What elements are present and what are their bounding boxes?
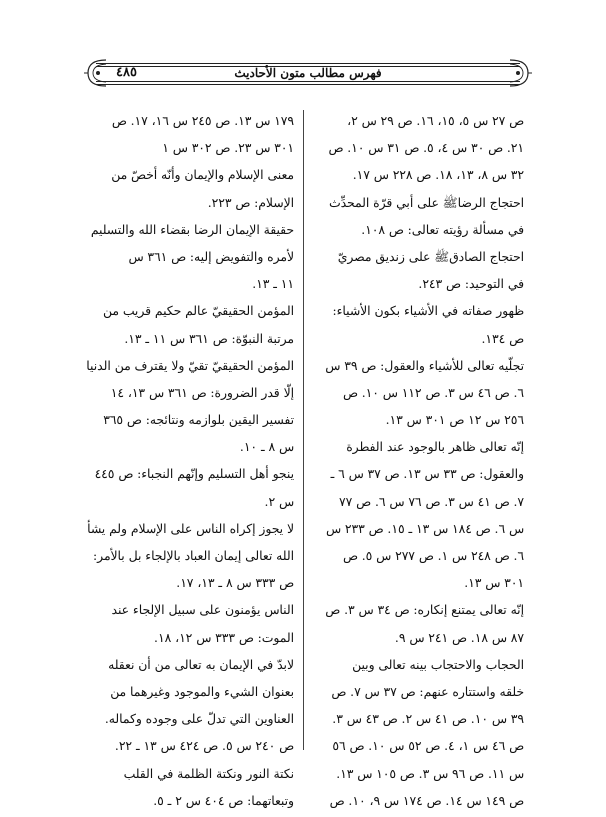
text-line: لأمره والتفويض إليه: ص ٣٦١ س	[128, 249, 294, 264]
text-line: في مسألة رؤيته تعالى: ص ١٠٨.	[361, 222, 524, 237]
text-line: ص ٣٣٣ س ٨ ـ ١٣، ١٧.	[176, 576, 294, 591]
text-line: احتجاج الصادقﷺ على زنديق مصريّ	[337, 249, 524, 264]
text-line: إنّه تعالى يمتنع إنكاره: ص ٣٤ س ٣. ص	[325, 603, 524, 618]
left-column	[86, 108, 294, 815]
page-number: ٤٨٥	[116, 65, 137, 80]
text-line: بعنوان الشيء والموجود وغيرهما من	[110, 684, 294, 699]
text-line: مرتبة النبوّة: ص ٣٦١ س ١١ ـ ١٣.	[124, 331, 294, 346]
text-line: والعقول: ص ٣٣ س ١٣. ص ٣٧ س ٦ ـ	[330, 467, 524, 482]
running-header	[82, 54, 534, 92]
text-line: لا يجوز إكراه الناس على الإسلام ولم يشأ	[87, 521, 294, 536]
text-line: وتبعاتهما: ص ٤٠٤ س ٢ ـ ٥.	[153, 793, 294, 808]
text-line: تجلّيه تعالى للأشياء والعقول: ص ٣٩ س	[325, 358, 524, 373]
text-line: س ١١. ص ٩٦ س ٣. ص ١٠٥ س ١٣.	[336, 766, 524, 781]
text-line: ٣٢ س ٨، ١٣، ١٨. ص ٢٢٨ س ١٧.	[352, 168, 524, 183]
text-line: احتجاج الرضاﷺ على أبي قرّة المحدِّث	[329, 195, 524, 210]
text-line: حقيقة الإيمان الرضا بقضاء الله والتسليم	[90, 222, 294, 237]
text-line: ٢٥٦ س ١٢ ص ٣٠١ س ١٣.	[385, 413, 524, 428]
text-line: س ٨ ـ ١٠.	[239, 440, 294, 455]
header-ornament-right-icon	[508, 56, 534, 90]
text-line: س ٦. ص ١٨٤ س ١٣ ـ ١٥. ص ٢٣٣ س	[326, 521, 524, 536]
text-line: س ٢.	[264, 494, 294, 509]
text-line: ظهور صفاته في الأشياء بكون الأشياء:	[332, 304, 524, 319]
text-line: الحجاب والاحتجاب بينه تعالى وبين	[352, 657, 524, 672]
text-line: الله تعالى إيمان العباد بالإلجاء بل بالأمر:	[93, 549, 294, 563]
text-line: ٧. ص ٤١ س ٣. ص ٧٦ س ٦. ص ٧٧	[339, 494, 524, 509]
text-line: المؤمن الحقيقيّ تقيّ ولا يقترف من الدنيا	[86, 358, 294, 373]
text-line: تفسير اليقين بلوازمه ونتائجه: ص ٣٦٥	[103, 413, 294, 428]
text-line: نكتة النور ونكتة الظلمة في القلب	[123, 766, 294, 781]
text-line: ٦. ص ٢٤٨ س ١. ص ٢٧٧ س ٥. ص	[342, 549, 524, 563]
text-line: ص ٢٧ س ٥، ١٥، ١٦. ص ٢٩ س ٢،	[347, 114, 524, 128]
text-line: خلقه واستتاره عنهم: ص ٣٧ س ٧. ص	[331, 684, 524, 699]
text-line: في التوحيد: ص ٢٤٣.	[418, 277, 524, 292]
text-line: ص ١٣٤.	[481, 331, 524, 346]
text-line: لابدّ في الإيمان به تعالى من أن نعقله	[108, 657, 294, 672]
header-title: فهرس مطالب متون الأحاديث	[234, 66, 382, 80]
right-column	[316, 108, 524, 815]
text-line: المؤمن الحقيقيّ عالم حكيم قريب من	[102, 304, 294, 319]
text-line: إلّا قدر الضرورة: ص ٣٦١ س ١٣، ١٤	[110, 385, 294, 400]
column-divider	[303, 110, 304, 750]
text-line: ٢١. ص ٣٠ س ٤، ٥. ص ٣١ س ١٠. ص	[328, 141, 524, 156]
text-line: الناس يؤمنون على سبيل الإلجاء عند	[111, 603, 294, 618]
text-line: العناوين التي تدلّ على وجوده وكماله.	[104, 712, 294, 727]
text-line: ٣٩ س ١٠. ص ٤١ س ٢. ص ٤٣ س ٣.	[332, 712, 524, 727]
text-line: ١٧٩ س ١٣. ص ٢٤٥ س ١٦، ١٧. ص	[111, 114, 294, 128]
text-line: الإسلام: ص ٢٢٣.	[207, 195, 294, 210]
text-line: ينجو أهل التسليم وإنّهم النجباء: ص ٤٤٥	[94, 467, 294, 482]
text-line: ٨٧ س ١٨. ص ٢٤١ س ٩.	[394, 630, 524, 645]
text-line: ٦. ص ٤٦ س ٣. ص ١١٢ س ١٠. ص	[342, 385, 524, 400]
text-line: ٣٠١ س ١٣.	[464, 576, 524, 591]
text-line: معنى الإسلام والإيمان وأنّه أخصّ من	[111, 168, 294, 183]
text-line: ص ٤٦ س ١، ٤. ص ٥٢ س ١٠. ص ٥٦	[332, 739, 524, 754]
text-line: إنّه تعالى ظاهر بالوجود عند الفطرة	[346, 440, 524, 455]
text-line: ٣٠١ س ٢٣. ص ٣٠٢ س ١	[162, 141, 294, 156]
text-line: ١١ ـ ١٣.	[252, 277, 294, 292]
text-line: الموت: ص ٣٣٣ س ١٢، ١٨.	[154, 630, 294, 645]
text-line: ص ٢٤٠ س ٥. ص ٤٢٤ س ١٣ ـ ٢٢.	[114, 739, 294, 754]
text-line: ص ١٤٩ س ١٤. ص ١٧٤ س ٩، ١٠. ص	[329, 793, 524, 808]
